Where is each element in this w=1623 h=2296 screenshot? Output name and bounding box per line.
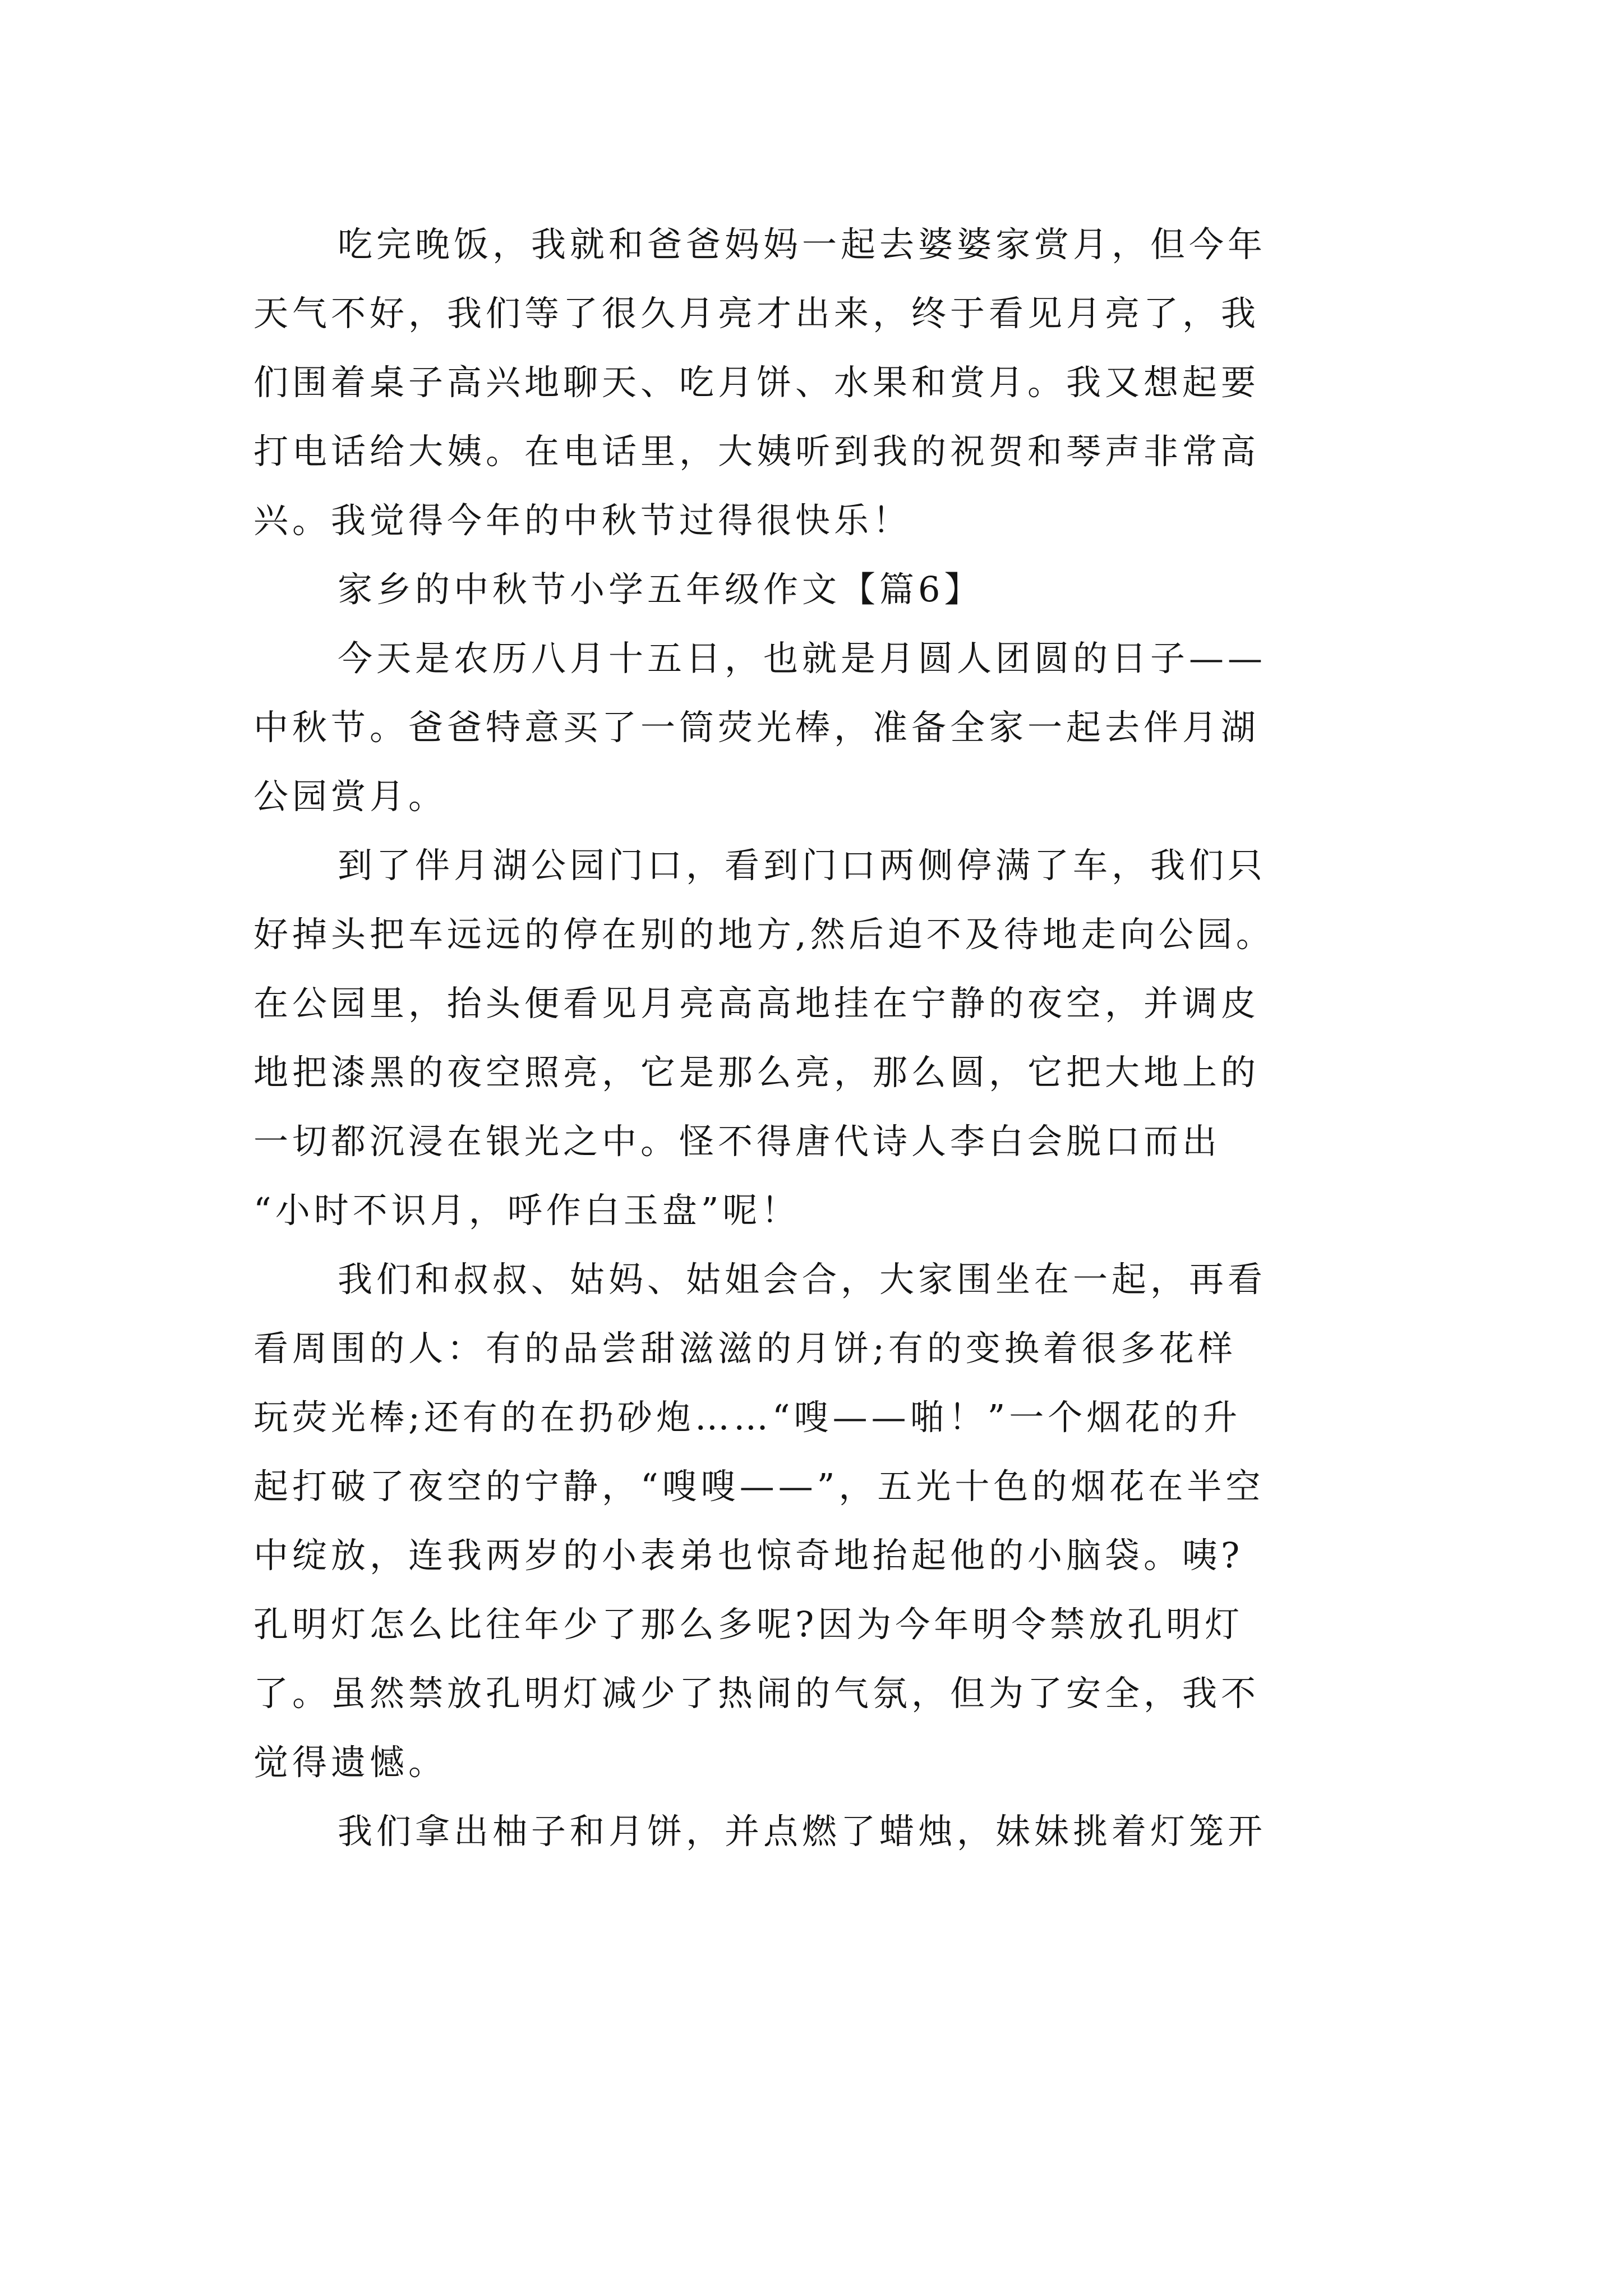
text-line: 了。虽然禁放孔明灯减少了热闹的气氛，但为了安全，我不 [253, 1673, 1260, 1714]
document-body [253, 210, 1392, 1866]
text-line: 打电话给大姨。在电话里，大姨听到我的祝贺和琴声非常高 [253, 431, 1260, 472]
text-line: 看周围的人：有的品尝甜滋滋的月饼;有的变换着很多花样 [253, 1328, 1237, 1369]
text-line: “小时不识月，呼作白玉盘”呢！ [253, 1190, 800, 1231]
text-line: 中绽放，连我两岁的小表弟也惊奇地抬起他的小脑袋。咦? [253, 1535, 1244, 1576]
text-line: 兴。我觉得今年的中秋节过得很快乐！ [253, 500, 912, 541]
text-line: 到了伴月湖公园门口，看到门口两侧停满了车，我们只 [338, 845, 1267, 886]
section-heading [253, 555, 1392, 624]
paragraph [253, 210, 1392, 555]
text-line: 好掉头把车远远的停在别的地方,然后迫不及待地走向公园。 [253, 914, 1275, 955]
text-line: 们围着桌子高兴地聊天、吃月饼、水果和赏月。我又想起要 [253, 362, 1260, 403]
paragraph [253, 1245, 1392, 1797]
text-line: 觉得遗憾。 [253, 1742, 448, 1783]
text-line: 我们拿出柚子和月饼，并点燃了蜡烛，妹妹挑着灯笼开 [338, 1811, 1267, 1852]
text-line: 孔明灯怎么比往年少了那么多呢?因为今年明令禁放孔明灯 [253, 1604, 1244, 1645]
heading-line: 家乡的中秋节小学五年级作文【篇6】 [338, 569, 983, 610]
text-line: 中秋节。爸爸特意买了一筒荧光棒，准备全家一起去伴月湖 [253, 707, 1260, 748]
text-line: 在公园里，抬头便看见月亮高高地挂在宁静的夜空，并调皮 [253, 983, 1260, 1024]
text-line: 一切都沉浸在银光之中。怪不得唐代诗人李白会脱口而出 [253, 1121, 1221, 1162]
paragraph [253, 624, 1392, 831]
text-line: 天气不好，我们等了很久月亮才出来，终于看见月亮了，我 [253, 293, 1260, 334]
paragraph [253, 831, 1392, 1245]
text-line: 公园赏月。 [253, 776, 448, 817]
text-line: 玩荧光棒;还有的在扔砂炮……“嗖——啪！”一个烟花的升 [253, 1397, 1242, 1438]
text-line: 今天是农历八月十五日，也就是月圆人团圆的日子—— [338, 638, 1267, 679]
paragraph [253, 1797, 1392, 1866]
text-line: 地把漆黑的夜空照亮，它是那么亮，那么圆，它把大地上的 [253, 1052, 1260, 1093]
text-line: 吃完晚饭，我就和爸爸妈妈一起去婆婆家赏月，但今年 [338, 224, 1267, 265]
text-line: 我们和叔叔、姑妈、姑姐会合，大家围坐在一起，再看 [338, 1259, 1267, 1300]
text-line: 起打破了夜空的宁静，“嗖嗖——”，五光十色的烟花在半空 [253, 1466, 1265, 1507]
